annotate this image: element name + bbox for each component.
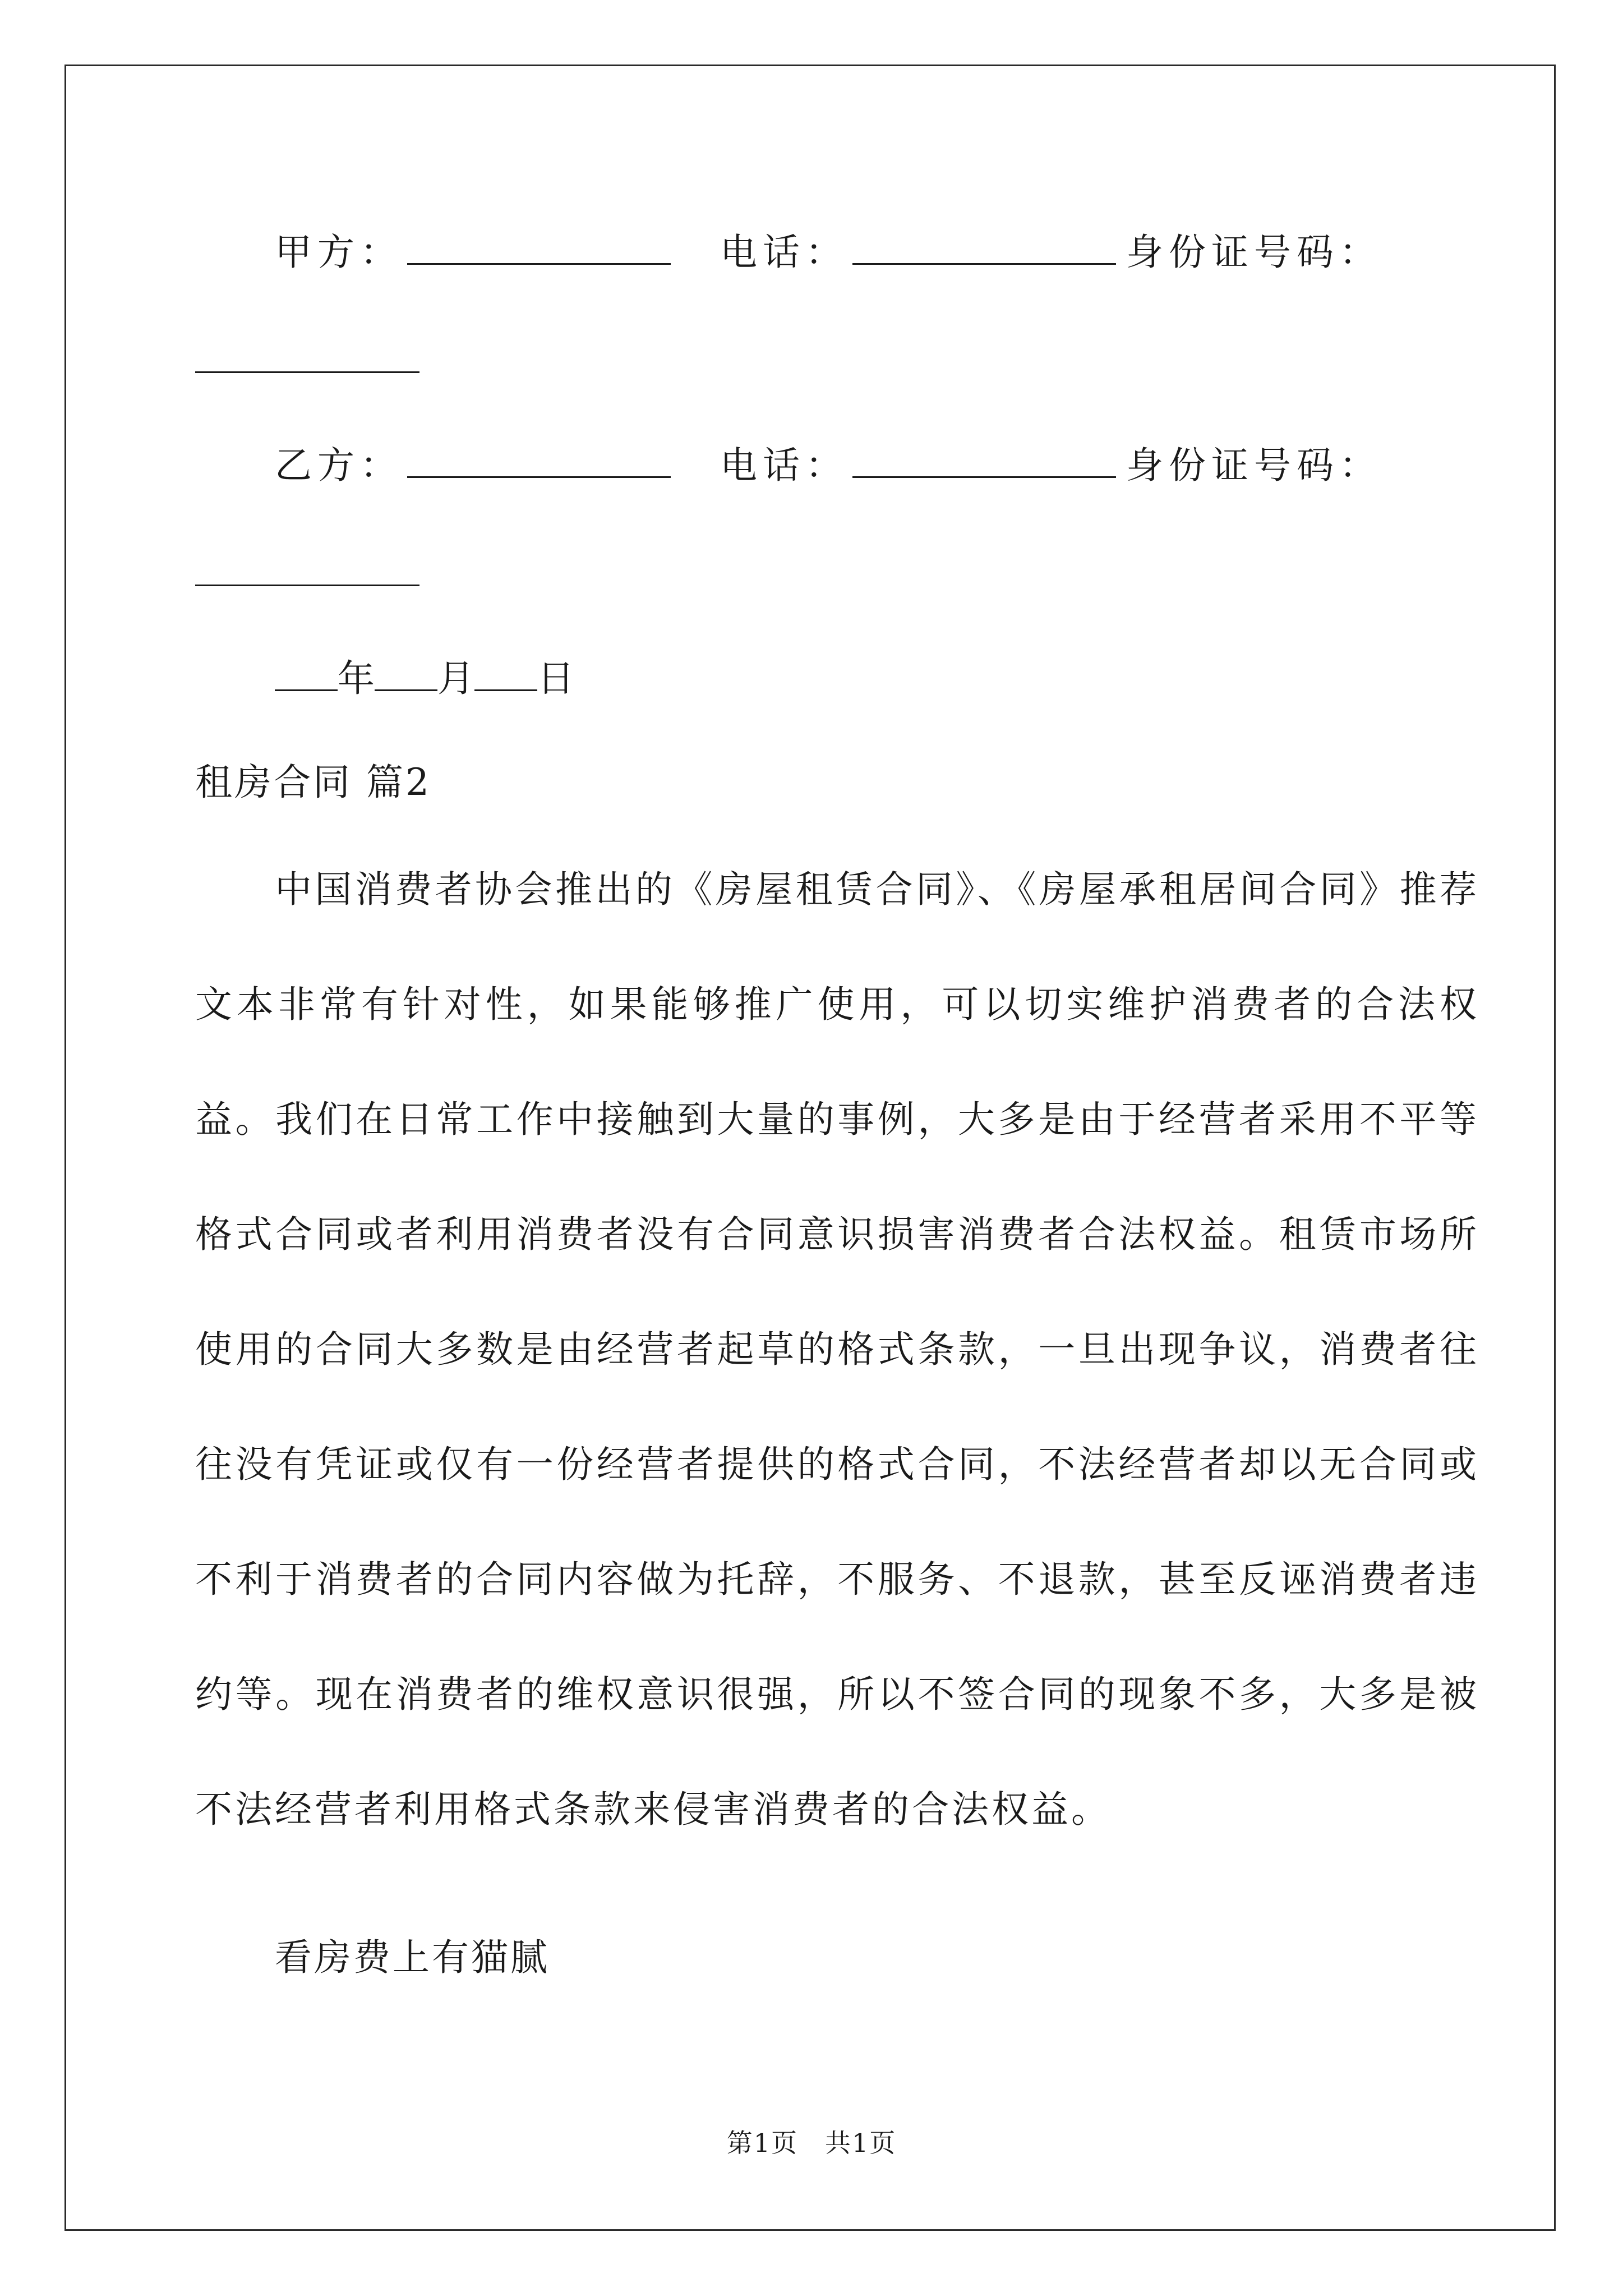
party-a-id-blank[interactable] [195,370,419,373]
body-paragraph: 中国消费者协会推出的《房屋租赁合同》、《房屋承租居间合同》推荐文本非常有针对性，如果能够推广使用，可以切实维护消费者的合法权益。我们在日常工作中接触到大量的事例，大多是由于经营者采用不平等格式合同或者利用消费者没有合同意识损害消费者合法权益。租赁市场所使用的合同大多数是由经营者起草的格式条款，一旦出现争议，消费者往往没有凭证或仅有一份经营者提供的格式合同，不法经营者却以无合同或不利于消费者的合同内容做为托辞，不服务、不退款，甚至反诬消费者违约等。现在消费者的维权意识很强，所以不签合同的现象不多，大多是被不法经营者利用格式条款来侵害消费者的合法权益。 [195,868,1479,1831]
party-b-label: 乙方： [275,444,403,487]
party-a-row [275,230,1382,275]
date-row [275,656,574,701]
page-footer: 第1页 共1页 [726,2128,897,2158]
party-b-row [275,443,1382,488]
party-a-phone-label: 电话： [720,231,848,274]
party-b-phone-blank[interactable] [852,444,1116,478]
party-a-phone-blank[interactable] [852,231,1116,265]
section-heading: 租房合同 篇2 [195,761,431,804]
party-a-id-label: 身份证号码： [1126,231,1382,274]
year-label: 年 [338,657,375,700]
party-b-phone-label: 电话： [720,444,848,487]
day-blank[interactable] [474,657,537,691]
day-label: 日 [537,657,574,700]
party-b-name-blank[interactable] [407,444,671,478]
month-blank[interactable] [375,657,437,691]
party-a-name-blank[interactable] [407,231,671,265]
party-b-id-blank[interactable] [195,583,419,586]
month-label: 月 [437,657,474,700]
year-blank[interactable] [275,657,338,691]
sub-heading: 看房费上有猫腻 [275,1936,550,1979]
party-b-id-label: 身份证号码： [1126,444,1382,487]
party-a-label: 甲方： [275,231,403,274]
